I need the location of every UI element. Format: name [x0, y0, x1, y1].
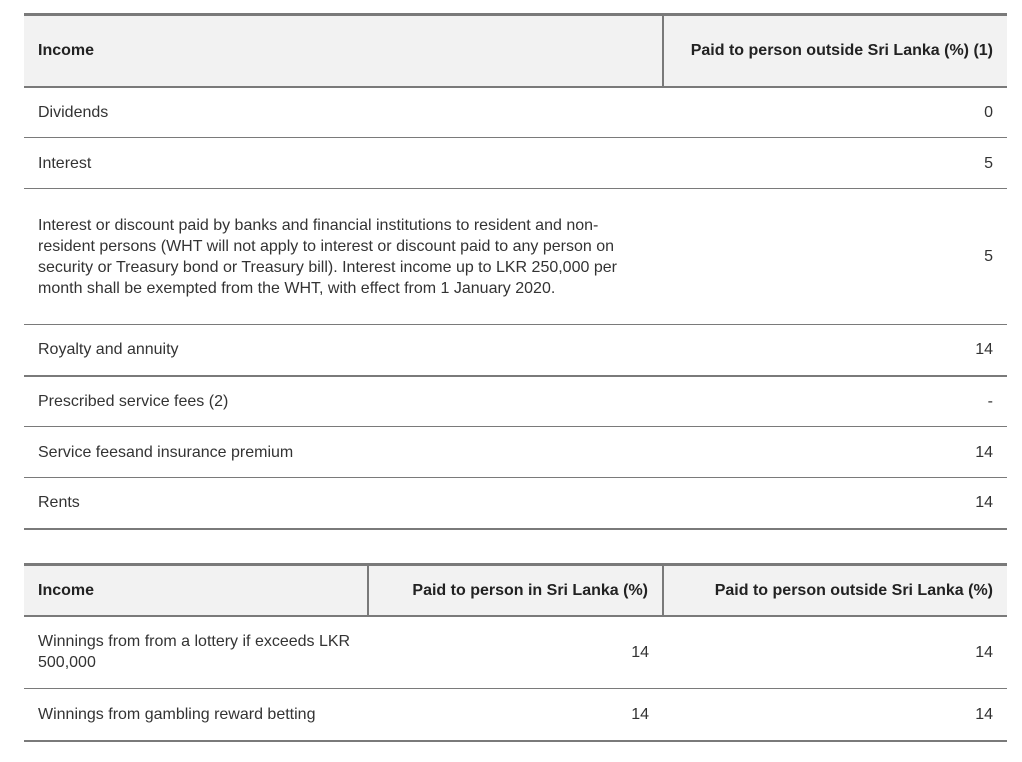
in-sri-lanka-column-header: Paid to person in Sri Lanka (%): [368, 565, 663, 616]
income-cell: Rents: [38, 494, 80, 512]
table-row: [24, 478, 1007, 529]
table-row: [24, 427, 1007, 478]
outside-rate-cell: 14: [975, 705, 993, 723]
outside-sri-lanka-column-header: Paid to person outside Sri Lanka (%) (1): [663, 15, 1007, 87]
table-header-row: [24, 565, 1007, 616]
wht-rates-table: [24, 13, 1007, 530]
table-row: [24, 138, 1007, 189]
table-header-row: [24, 15, 1007, 87]
outside-rate-cell: -: [987, 392, 993, 410]
outside-rate-cell: 5: [984, 154, 993, 172]
outside-sri-lanka-column-header: Paid to person outside Sri Lanka (%): [663, 565, 1007, 616]
outside-rate-cell: 14: [975, 443, 993, 461]
income-cell: Winnings from gambling reward betting: [38, 705, 316, 723]
income-cell: Winnings from from a lottery if exceeds LKR 500,000: [38, 633, 351, 672]
inside-rate-cell: 14: [631, 705, 649, 723]
outside-rate-cell: 14: [975, 494, 993, 512]
income-cell: Interest or discount paid by banks and financial institutions to resident and non-resident persons (WHT will not apply to interest or discount paid to any person on security or Treasury bond or Treasury bill). Interest income up to LKR 250,000 per month shall be exempted from the WHT, with effect from 1 January 2020.: [38, 216, 617, 297]
income-cell: Prescribed service fees (2): [38, 392, 229, 410]
income-cell: Dividends: [38, 103, 109, 121]
income-column-header: Income: [38, 581, 95, 599]
outside-rate-cell: 14: [975, 341, 993, 359]
outside-rate-cell: 5: [984, 248, 993, 265]
income-column-header: Income: [38, 42, 95, 60]
table-row: [24, 616, 1007, 689]
income-cell: Interest: [38, 154, 92, 172]
table-row: [24, 325, 1007, 376]
outside-rate-cell: 0: [984, 103, 993, 121]
income-cell: Royalty and annuity: [38, 341, 179, 359]
table-row: [24, 689, 1007, 741]
table-row: [24, 376, 1007, 427]
income-cell: Service feesand insurance premium: [38, 443, 294, 461]
table-row: [24, 189, 1007, 325]
outside-rate-cell: 14: [975, 643, 993, 661]
table-row: [24, 87, 1007, 138]
winnings-wht-table: [24, 563, 1007, 742]
inside-rate-cell: 14: [631, 643, 649, 661]
